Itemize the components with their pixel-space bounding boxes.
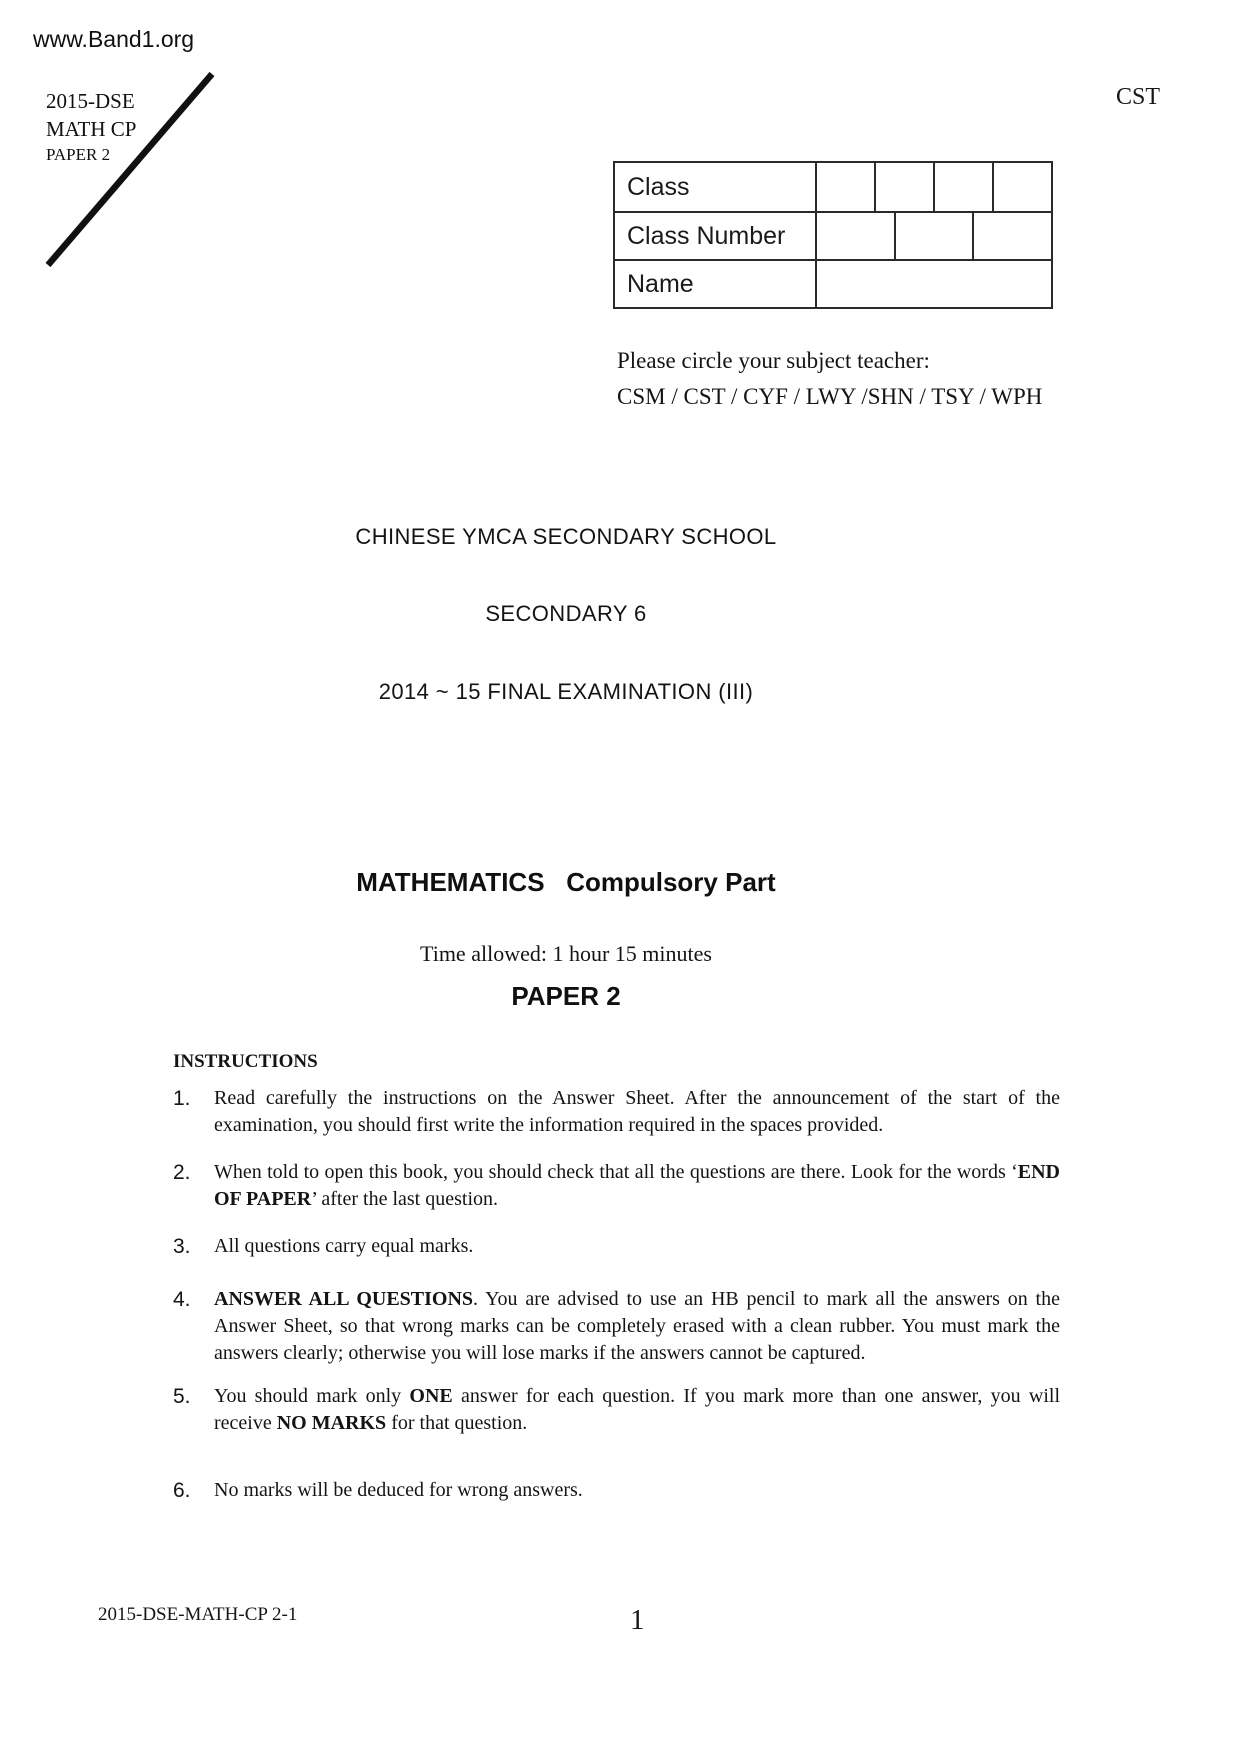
instruction-text: You should mark only ONE answer for each question. If you mark more than one answer, you will receive NO MARKS for that question.: [214, 1385, 1061, 1434]
student-info-label: Class: [627, 172, 690, 201]
student-info-blank-cells: [815, 213, 1051, 259]
instruction-number: 4.: [173, 1288, 191, 1311]
time-allowed: Time allowed: 1 hour 15 minutes: [420, 941, 712, 966]
student-info-row: [615, 211, 1051, 259]
instruction-number: 5.: [173, 1385, 191, 1408]
instruction-text: Read carefully the instructions on the Answer Sheet. After the announcement of the start of the examination, you should first write the information required in the spaces provided.: [214, 1087, 1060, 1136]
footer-document-code: 2015-DSE-MATH-CP 2-1: [98, 1604, 298, 1625]
blank-fill-in-cell: [817, 163, 874, 211]
instruction-text: All questions carry equal marks.: [214, 1235, 474, 1257]
blank-fill-in-cell: [874, 163, 933, 211]
instruction-number: 1.: [173, 1087, 191, 1110]
corner-exam-year: 2015-DSE: [46, 89, 135, 113]
watermark-url: www.Band1.org: [33, 26, 195, 52]
corner-subject-code: MATH CP: [46, 117, 137, 141]
instruction-item: [173, 1383, 1063, 1437]
instruction-number: 3.: [173, 1235, 191, 1258]
paper-title: [0, 787, 1132, 1091]
blank-fill-in-cell: [817, 261, 1051, 307]
student-info-blank-cells: [815, 163, 1051, 211]
instruction-item: [173, 1286, 1063, 1367]
instruction-item: [173, 1233, 1063, 1260]
teacher-code-top-right: CST: [1116, 84, 1161, 110]
instruction-text: ANSWER ALL QUESTIONS. You are advised to use an HB pencil to mark all the answers on the Answer Sheet, so that wrong marks can be completely erased with a clean rubber. You must mark the answers clearly; otherwise you will lose marks if the answers cannot be captured.: [214, 1288, 1060, 1364]
form-level: SECONDARY 6: [485, 601, 647, 626]
student-info-table: [613, 161, 1053, 309]
circle-teacher-prompt: Please circle your subject teacher:: [617, 348, 930, 373]
teacher-options-line: CSM / CST / CYF / LWY /SHN / TSY / WPH: [617, 384, 1043, 409]
instruction-text: No marks will be deduced for wrong answers.: [214, 1479, 583, 1501]
instruction-item: [173, 1159, 1063, 1213]
diagonal-slash-mark: [38, 62, 222, 274]
instruction-item: [173, 1085, 1063, 1139]
instructions-heading: INSTRUCTIONS: [173, 1051, 318, 1072]
blank-fill-in-cell: [992, 163, 1051, 211]
school-name: CHINESE YMCA SECONDARY SCHOOL: [355, 524, 777, 549]
student-info-row: [615, 259, 1051, 307]
instruction-number: 2.: [173, 1161, 191, 1184]
blank-fill-in-cell: [817, 213, 894, 259]
instructions-list: [173, 1085, 1063, 1504]
corner-paper-code: PAPER 2: [46, 145, 111, 164]
student-info-row: [615, 163, 1051, 211]
student-info-label: Name: [627, 269, 694, 298]
instruction-text: When told to open this book, you should check that all the questions are there. Look for the words ‘END OF PAPER’ after the last question.: [214, 1161, 1060, 1210]
subject-teacher-block: [617, 348, 1042, 410]
exam-title: 2014 ~ 15 FINAL EXAMINATION (III): [378, 679, 754, 704]
footer-page-number: 1: [630, 1604, 645, 1636]
student-info-blank-cells: [815, 261, 1051, 307]
paper-title-subject: MATHEMATICS Compulsory Part: [356, 867, 776, 897]
blank-fill-in-cell: [894, 213, 973, 259]
instructions-section: [173, 1051, 1063, 1504]
student-info-label: Class Number: [627, 221, 786, 250]
paper-title-paper: PAPER 2: [511, 981, 621, 1011]
instruction-number: 6.: [173, 1479, 191, 1502]
blank-fill-in-cell: [972, 213, 1051, 259]
blank-fill-in-cell: [933, 163, 992, 211]
instruction-item: [173, 1477, 1063, 1504]
